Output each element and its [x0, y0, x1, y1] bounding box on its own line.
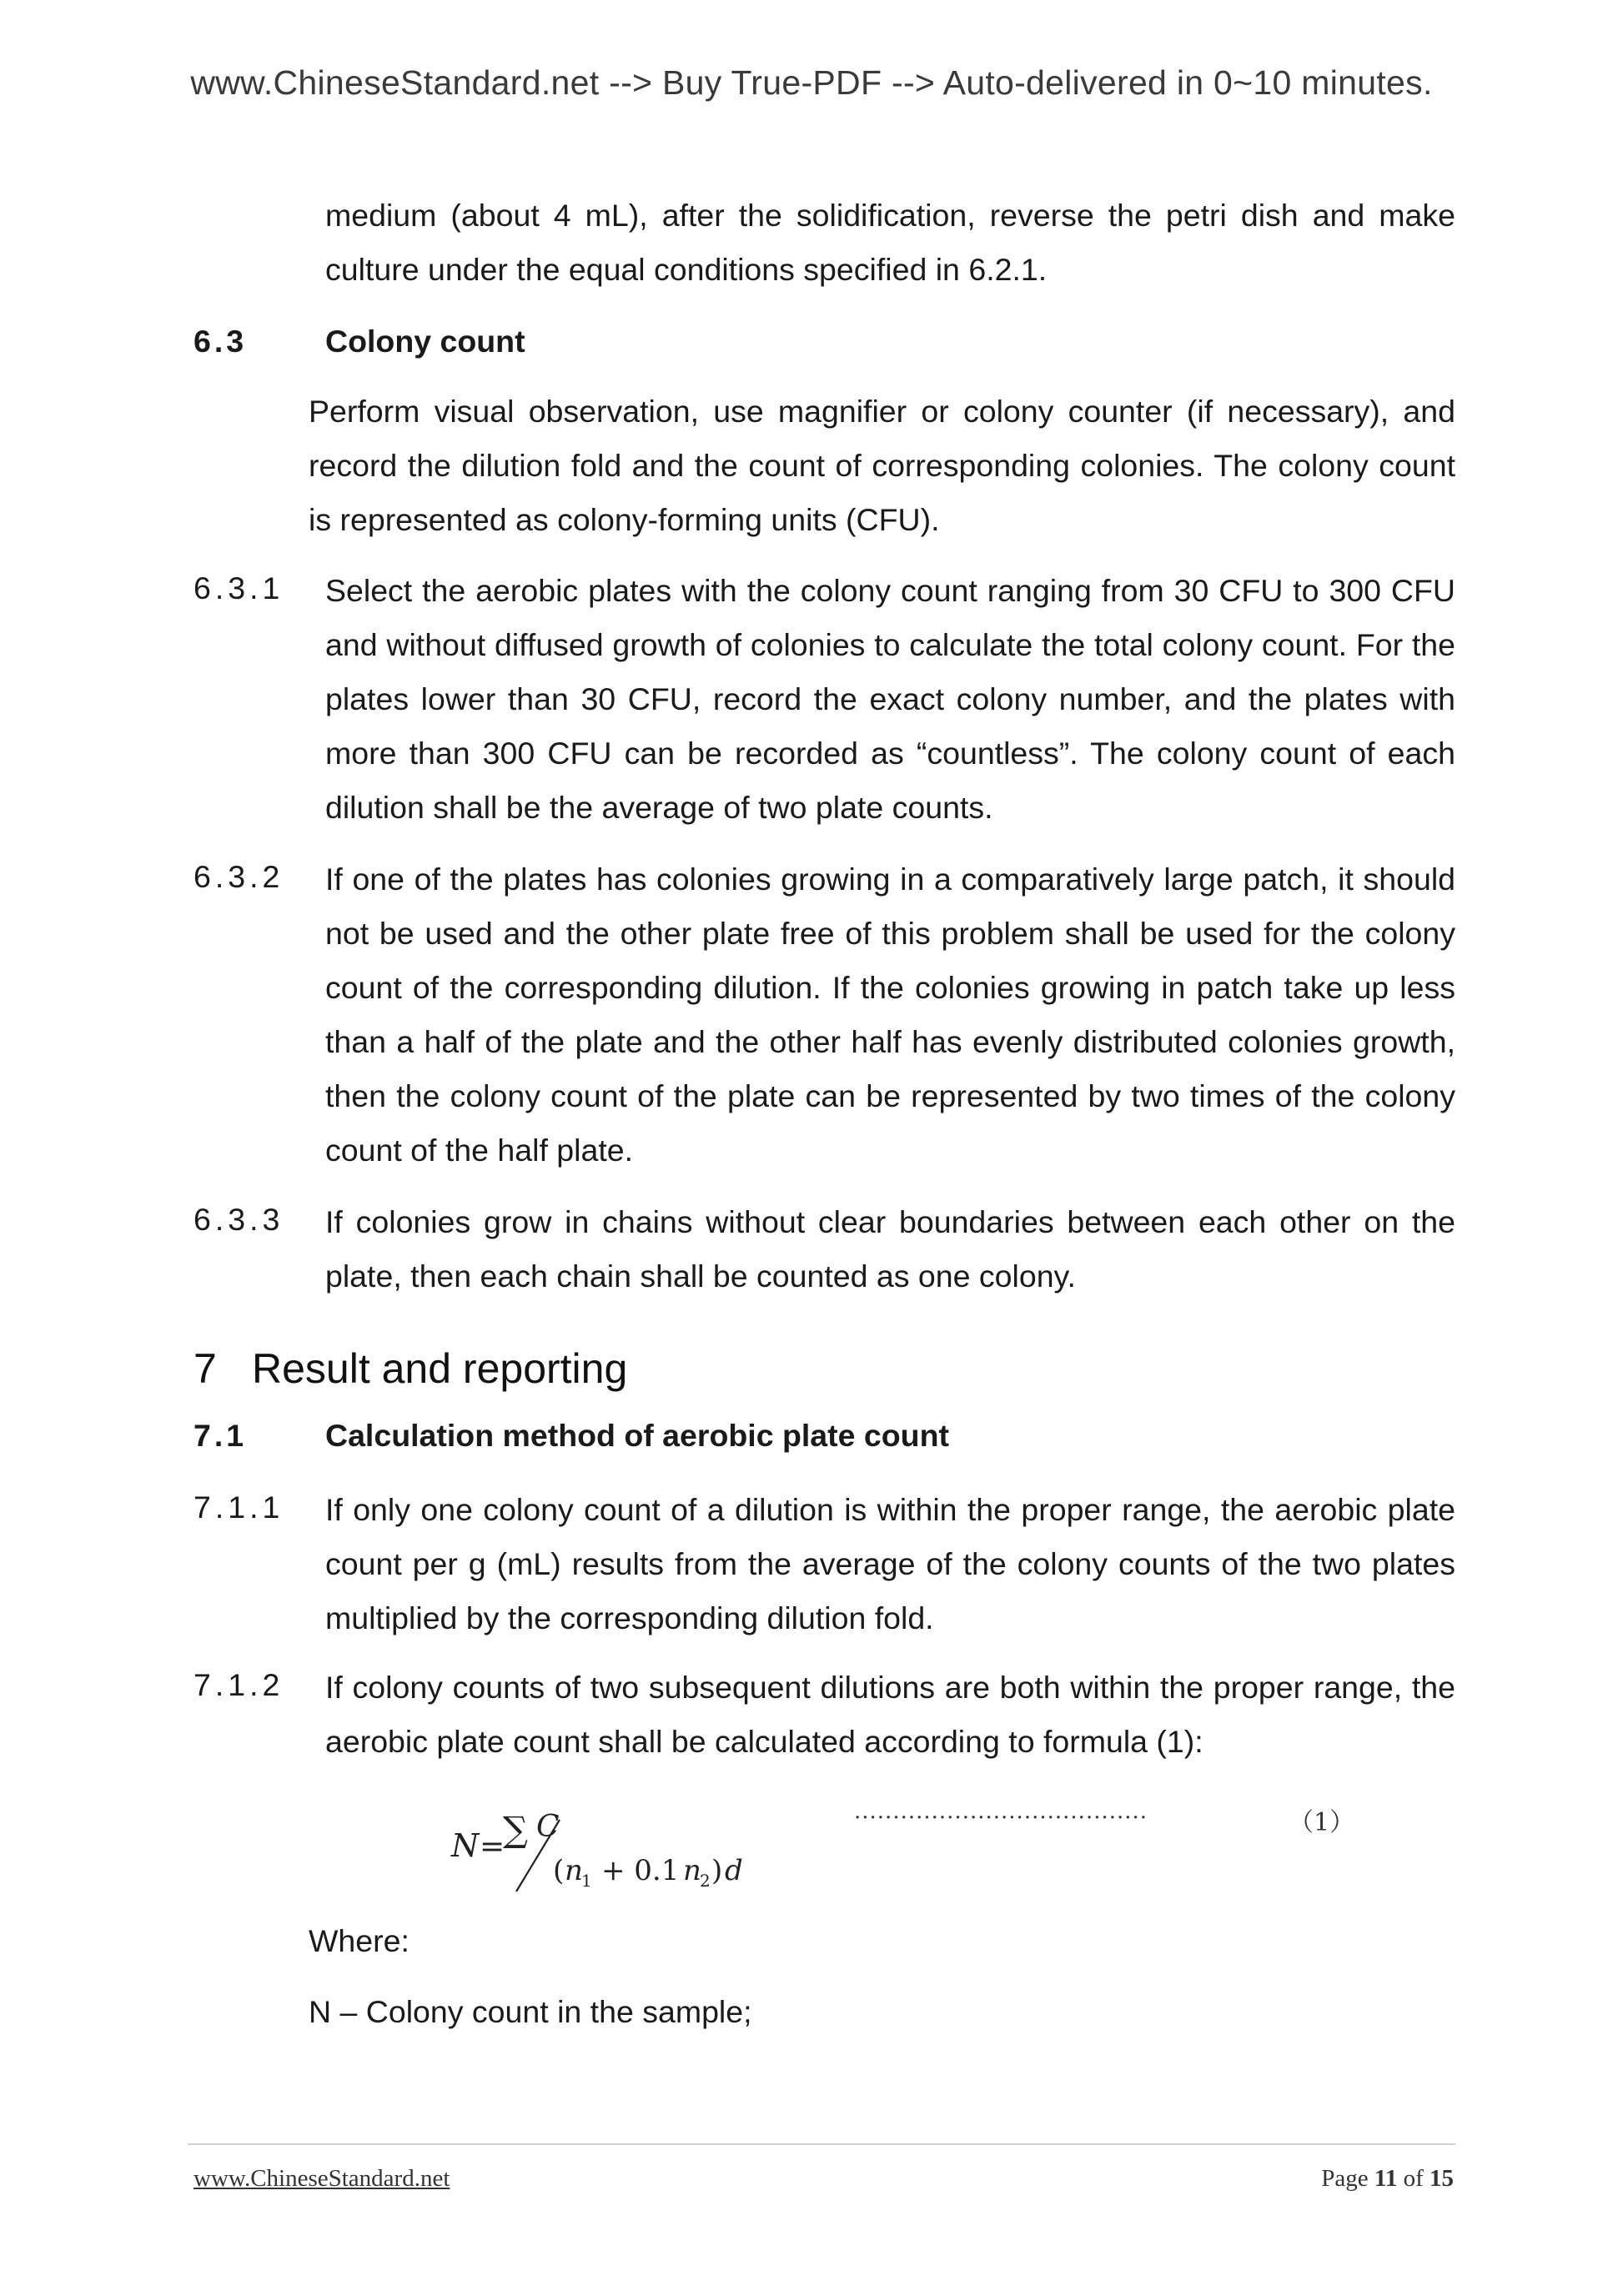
page-current: 11: [1374, 2165, 1398, 2192]
clause-7-1-1-text: If only one colony count of a dilution is within the proper range, the aerobic plate count per g (mL) results from the average of the colony counts of the two plates multiplied by the corresponding dilution fold.: [325, 1492, 1455, 1635]
formula-numerator: C: [536, 1810, 560, 1844]
where-label: Where:: [309, 1923, 410, 1958]
continued-paragraph: medium (about 4 mL), after the solidification, reverse the petri dish and make culture under the equal conditions specified in 6.2.1.: [325, 198, 1455, 287]
clause-number-6-3-3: 6.3.3: [193, 1202, 284, 1237]
clause-number-7-1-2: 7.1.2: [193, 1667, 284, 1702]
page-header-banner[interactable]: www.ChineseStandard.net --> Buy True-PDF --> Auto-delivered in 0~10 minutes.: [190, 63, 1433, 102]
footer-site-link[interactable]: www.ChineseStandard.net: [193, 2165, 450, 2192]
clause-6-3-3-text: If colonies grow in chains without clear boundaries between each other on the plate, then each chain shall be counted as one colony.: [325, 1204, 1455, 1294]
formula-equation-number: （1）: [1289, 1808, 1355, 1837]
clause-6-3-2-text: If one of the plates has colonies growing in a comparatively large patch, it should not be used and the other plate free of this problem shall be used for the colony count of the corresponding dilution. If the colonies growing in patch take up less than a half of the plate and the other half has evenly distributed colonies growth, then the colony count of the plate can be represented by two times of the colony count of the half plate.: [325, 862, 1455, 1168]
formula-1: [446, 1793, 796, 1893]
formula-sigma-icon: ∑: [503, 1809, 528, 1850]
formula-d: d: [725, 1854, 743, 1887]
formula-plus-coef: + 0.1: [601, 1854, 680, 1887]
footer-divider: [188, 2143, 1455, 2145]
clause-number-7-1-1: 7.1.1: [193, 1490, 284, 1525]
formula-n1-sub: 1: [581, 1871, 592, 1891]
chapter-number-7: 7: [193, 1345, 217, 1392]
section-6-3-intro: Perform visual observation, use magnifier or colony counter (if necessary), and record the dilution fold and the count of corresponding colonies. The colony count is represented as colony-forming units (CFU).: [309, 394, 1455, 537]
formula-n1: n: [565, 1854, 583, 1887]
formula-equals: =: [480, 1830, 505, 1864]
page-of: of: [1397, 2165, 1430, 2192]
footer-page-number: [1321, 2165, 1454, 2193]
formula-n2-sub: 2: [700, 1871, 711, 1891]
formula-leader-dots: ······································: [854, 1806, 1148, 1831]
section-title-6-3: Colony count: [325, 324, 525, 359]
formula-den-close: ): [711, 1854, 723, 1887]
chapter-title-7: Result and reporting: [252, 1345, 628, 1392]
section-number-6-3: 6.3: [193, 324, 248, 359]
clause-7-1-2-text: If colony counts of two subsequent dilutions are both within the proper range, the aerobic plate count shall be calculated according to formula (1):: [325, 1670, 1455, 1759]
where-n-definition: N – Colony count in the sample;: [309, 1994, 752, 2029]
formula-n2: n: [683, 1854, 701, 1887]
clause-number-6-3-1: 6.3.1: [193, 570, 284, 605]
section-number-7-1: 7.1: [193, 1418, 248, 1453]
page-prefix: Page: [1321, 2165, 1374, 2192]
clause-6-3-1-text: Select the aerobic plates with the colony count ranging from 30 CFU to 300 CFU and without diffused growth of colonies to calculate the total colony count. For the plates lower than 30 CFU, record the exact colony number, and the plates with more than 300 CFU can be recorded as “countless”. The colony count of each dilution shall be the average of two plate counts.: [325, 573, 1455, 825]
formula-lhs: N: [451, 1827, 480, 1864]
formula-den-open: (: [553, 1854, 565, 1887]
clause-number-6-3-2: 6.3.2: [193, 859, 284, 894]
page-total: 15: [1430, 2165, 1454, 2192]
section-title-7-1: Calculation method of aerobic plate count: [325, 1418, 949, 1453]
